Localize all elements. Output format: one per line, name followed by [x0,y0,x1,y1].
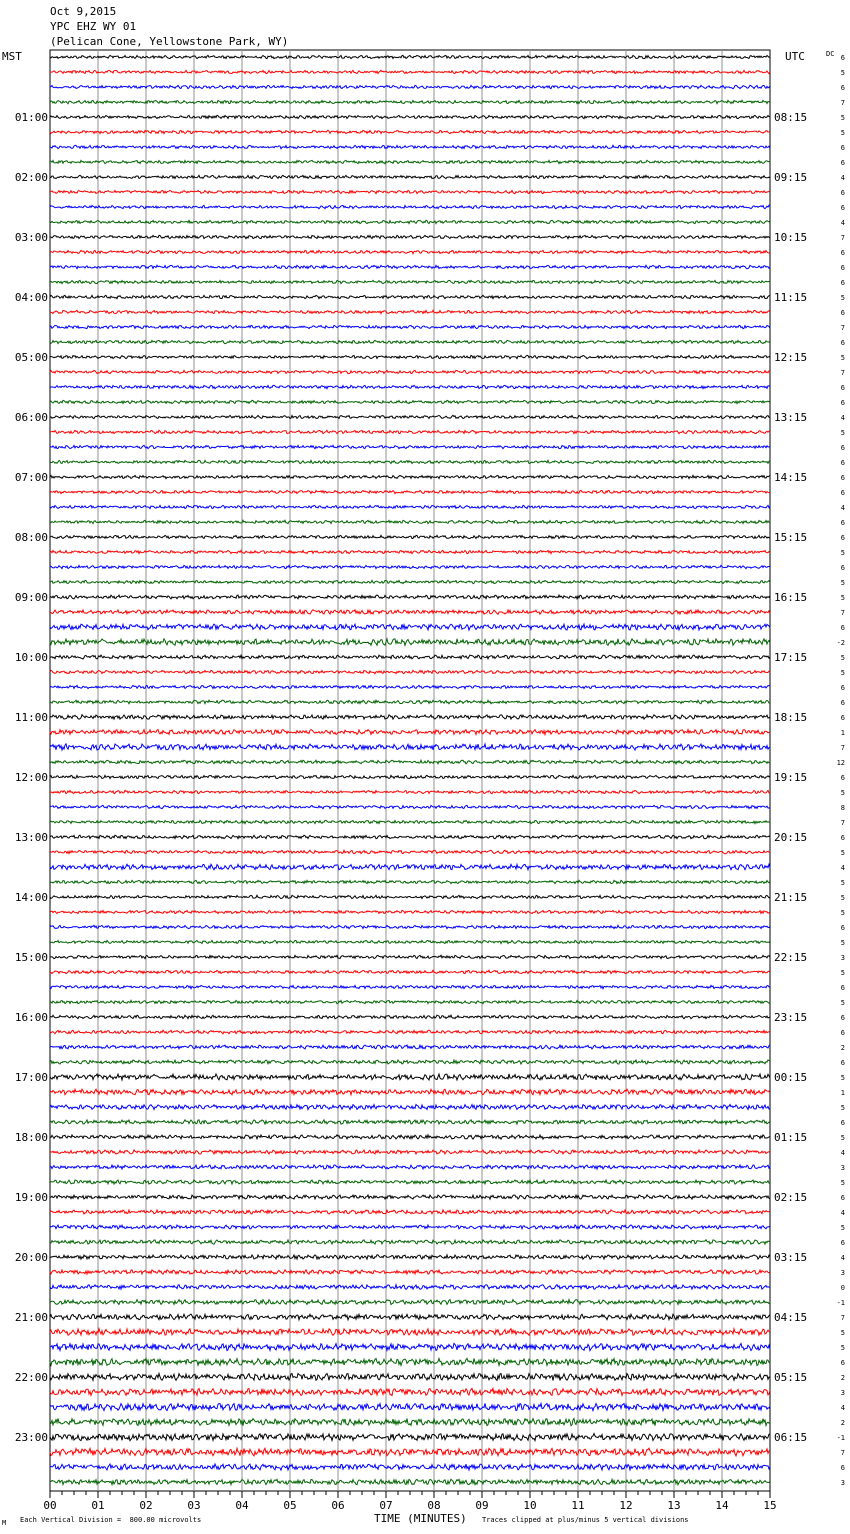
dc-offset-value: 5 [840,669,845,677]
seismic-trace [50,760,770,764]
mst-hour-label: 20:00 [14,1251,48,1264]
dc-offset-value: 6 [840,1014,845,1022]
seismic-trace [50,265,770,268]
seismic-trace [50,910,770,913]
dc-offset-value: 5 [840,354,845,362]
seismic-trace [50,70,770,73]
mst-hour-label: 13:00 [14,831,48,844]
dc-offset-value: 5 [840,594,845,602]
x-tick-label: 09 [475,1499,489,1512]
corner-mark: M [2,1519,7,1527]
seismic-trace [50,430,770,433]
dc-offset-value: 6 [840,1359,845,1367]
seismic-trace [50,85,770,88]
utc-hour-label: 08:15 [774,111,808,124]
utc-hour-label: 20:15 [774,831,808,844]
dc-offset-value: -1 [836,1299,845,1307]
mst-hour-label: 17:00 [14,1071,48,1084]
dc-offset-value: 7 [840,744,845,752]
x-tick-label: 07 [379,1499,393,1512]
seismic-trace [50,1150,770,1154]
seismic-trace [50,505,770,508]
x-tick-label: 08 [427,1499,441,1512]
dc-offset-value: 4 [840,414,845,422]
seismic-trace [50,1388,770,1395]
seismic-trace [50,565,770,568]
mst-hour-label: 11:00 [14,711,48,724]
dc-offset-value: 6 [840,84,845,92]
seismic-trace [50,100,770,103]
dc-offset-value: 6 [840,684,845,692]
dc-offset-value: 4 [840,504,845,512]
dc-offset-value: 6 [840,54,845,62]
seismic-trace [50,1165,770,1169]
dc-offset-value: 5 [840,894,845,902]
utc-hour-label: 22:15 [774,951,808,964]
seismic-trace [50,190,770,193]
dc-offset-value: 5 [840,129,845,137]
dc-offset-value: 5 [840,1224,845,1232]
dc-offset-value: 6 [840,279,845,287]
utc-hour-label: 05:15 [774,1371,808,1384]
dc-offset-value: 6 [840,924,845,932]
dc-offset-value: 4 [840,174,845,182]
seismic-trace [50,639,770,646]
utc-hour-label: 03:15 [774,1251,808,1264]
utc-hour-label: 06:15 [774,1431,808,1444]
dc-offset-value: 6 [840,459,845,467]
dc-offset-value: 6 [840,1464,845,1472]
utc-hour-label: 11:15 [774,291,808,304]
dc-offset-value: 3 [840,1389,845,1397]
seismic-trace [50,820,770,823]
seismic-trace [50,1089,770,1095]
seismic-trace [50,864,770,869]
dc-offset-value: 6 [840,1239,845,1247]
dc-offset-value: 6 [840,519,845,527]
dc-offset-value: 3 [840,1164,845,1172]
seismic-trace [50,1314,770,1320]
seismic-trace [50,985,770,988]
mst-hour-label: 15:00 [14,951,48,964]
seismic-trace [50,1403,770,1410]
seismic-trace [50,925,770,928]
seismic-trace [50,550,770,553]
dc-offset-value: 6 [840,489,845,497]
dc-offset-value: 5 [840,849,845,857]
dc-offset-value: 0 [840,1284,845,1292]
seismic-trace [50,850,770,854]
seismic-trace [50,1358,770,1365]
utc-hour-label: 18:15 [774,711,808,724]
dc-offset-value: 3 [840,954,845,962]
dc-offset-value: 7 [840,324,845,332]
dc-offset-value: 2 [840,1044,845,1052]
mst-hour-label: 23:00 [14,1431,48,1444]
seismic-trace [50,115,770,118]
mst-hour-label: 05:00 [14,351,48,364]
dc-offset-value: 5 [840,1329,845,1337]
seismic-trace [50,1015,770,1019]
dc-offset-value: 6 [840,474,845,482]
dc-offset-value: 6 [840,339,845,347]
seismic-trace [50,835,770,839]
seismic-trace [50,55,770,58]
utc-hour-label: 15:15 [774,531,808,544]
dc-offset-value: 3 [840,1479,845,1487]
seismic-trace [50,355,770,358]
seismic-trace [50,685,770,688]
seismic-trace [50,1195,770,1199]
dc-offset-value: 5 [840,579,845,587]
dc-offset-value: 5 [840,969,845,977]
dc-offset-value: 5 [840,1344,845,1352]
seismic-trace [50,235,770,238]
seismic-trace [50,325,770,328]
dc-offset-value: 5 [840,1074,845,1082]
dc-offset-value: 6 [840,834,845,842]
seismic-trace [50,130,770,133]
utc-hour-label: 16:15 [774,591,808,604]
dc-offset-value: 4 [840,219,845,227]
dc-offset-value: 6 [840,1119,845,1127]
dc-offset-value: 6 [840,699,845,707]
mst-hour-label: 09:00 [14,591,48,604]
seismic-trace [50,1240,770,1244]
seismic-trace [50,1000,770,1003]
dc-offset-value: 5 [840,1179,845,1187]
seismic-trace [50,1343,770,1350]
seismic-trace [50,340,770,343]
dc-offset-value: 6 [840,624,845,632]
dc-offset-value: -1 [836,1434,845,1442]
seismic-trace [50,715,770,719]
dc-offset-value: 7 [840,369,845,377]
dc-offset-value: 4 [840,1149,845,1157]
seismic-trace [50,400,770,403]
dc-offset-value: 7 [840,234,845,242]
seismic-trace [50,1374,770,1381]
dc-offset-value: 5 [840,294,845,302]
seismic-trace [50,955,770,958]
seismic-trace [50,1045,770,1049]
dc-offset-value: 6 [840,204,845,212]
x-tick-label: 05 [283,1499,297,1512]
seismic-trace [50,1434,770,1441]
utc-hour-label: 02:15 [774,1191,808,1204]
utc-hour-label: 12:15 [774,351,808,364]
dc-offset-value: 6 [840,309,845,317]
x-axis-title: TIME (MINUTES) [374,1512,467,1525]
dc-label: DC [826,50,835,58]
seismic-trace [50,1270,770,1274]
utc-hour-label: 21:15 [774,891,808,904]
seismic-trace [50,475,770,478]
seismic-trace [50,535,770,538]
seismic-trace [50,1464,770,1470]
seismic-trace [50,520,770,523]
seismic-trace [50,730,770,735]
seismic-trace [50,445,770,448]
header-station: YPC EHZ WY 01 [50,20,137,33]
seismic-trace [50,1225,770,1229]
dc-offset-value: 5 [840,879,845,887]
seismic-trace [50,580,770,583]
x-tick-label: 04 [235,1499,249,1512]
dc-offset-value: 6 [840,144,845,152]
dc-offset-value: 4 [840,1404,845,1412]
dc-offset-value: 5 [840,909,845,917]
mst-hour-label: 21:00 [14,1311,48,1324]
mst-hour-label: 02:00 [14,171,48,184]
dc-offset-value: 7 [840,1449,845,1457]
seismic-trace [50,1120,770,1124]
dc-offset-value: -2 [836,639,845,647]
utc-hour-label: 13:15 [774,411,808,424]
dc-offset-value: 6 [840,774,845,782]
utc-hour-label: 10:15 [774,231,808,244]
dc-offset-value: 5 [840,789,845,797]
right-timezone-label: UTC [785,50,805,63]
seismic-trace [50,1074,770,1080]
dc-offset-value: 4 [840,864,845,872]
dc-offset-value: 7 [840,1314,845,1322]
mst-hour-label: 22:00 [14,1371,48,1384]
dc-offset-value: 6 [840,159,845,167]
dc-offset-value: 6 [840,1029,845,1037]
x-tick-label: 00 [43,1499,57,1512]
dc-offset-value: 5 [840,999,845,1007]
x-tick-label: 13 [667,1499,681,1512]
utc-hour-label: 23:15 [774,1011,808,1024]
dc-offset-value: 6 [840,564,845,572]
dc-offset-value: 6 [840,984,845,992]
seismic-trace [50,700,770,704]
seismic-trace [50,1030,770,1034]
dc-offset-value: 5 [840,1134,845,1142]
seismic-trace [50,1210,770,1214]
mst-hour-label: 01:00 [14,111,48,124]
mst-hour-label: 19:00 [14,1191,48,1204]
x-tick-label: 12 [619,1499,633,1512]
mst-hour-label: 03:00 [14,231,48,244]
seismic-trace [50,670,770,673]
dc-offset-value: 8 [840,804,845,812]
mst-hour-label: 08:00 [14,531,48,544]
mst-hour-label: 18:00 [14,1131,48,1144]
seismic-trace [50,205,770,208]
seismic-trace [50,1060,770,1064]
dc-offset-value: 12 [836,759,845,767]
mst-hour-label: 04:00 [14,291,48,304]
seismic-trace [50,775,770,778]
utc-hour-label: 17:15 [774,651,808,664]
mst-hour-label: 10:00 [14,651,48,664]
utc-hour-label: 19:15 [774,771,808,784]
x-tick-label: 02 [139,1499,153,1512]
clipping-note: Traces clipped at plus/minus 5 vertical divisions [482,1516,689,1524]
utc-hour-label: 14:15 [774,471,808,484]
mst-hour-label: 07:00 [14,471,48,484]
seismic-trace [50,790,770,793]
seismic-trace [50,1329,770,1336]
dc-offset-value: 6 [840,714,845,722]
dc-offset-value: 5 [840,1104,845,1112]
dc-offset-value: 1 [840,729,845,737]
seismic-trace [50,295,770,298]
seismic-trace [50,895,770,898]
utc-hour-label: 04:15 [774,1311,808,1324]
seismic-trace [50,940,770,943]
seismic-trace [50,370,770,373]
seismic-trace [50,1105,770,1110]
dc-offset-value: 1 [840,1089,845,1097]
dc-offset-value: 4 [840,1254,845,1262]
seismic-trace [50,624,770,630]
dc-offset-value: 6 [840,534,845,542]
utc-hour-label: 01:15 [774,1131,808,1144]
dc-offset-value: 6 [840,249,845,257]
seismic-trace [50,415,770,418]
dc-offset-value: 6 [840,1059,845,1067]
header-date: Oct 9,2015 [50,5,117,18]
dc-offset-value: 5 [840,549,845,557]
dc-offset-value: 6 [840,399,845,407]
seismic-trace [50,145,770,148]
mst-hour-label: 14:00 [14,891,48,904]
seismic-trace [50,160,770,163]
left-timezone-label: MST [2,50,22,63]
vertical-division-note: Each Vertical Division = 800.00 microvolts [20,1516,202,1524]
dc-offset-value: 3 [840,1269,845,1277]
mst-hour-label: 12:00 [14,771,48,784]
seismic-trace [50,970,770,973]
seismic-trace [50,1255,770,1259]
seismic-trace [50,490,770,493]
dc-offset-value: 4 [840,1209,845,1217]
dc-offset-value: 6 [840,384,845,392]
dc-offset-value: 5 [840,114,845,122]
x-tick-label: 03 [187,1499,201,1512]
dc-offset-value: 5 [840,654,845,662]
utc-hour-label: 00:15 [774,1071,808,1084]
utc-hour-label: 09:15 [774,171,808,184]
x-tick-label: 14 [715,1499,729,1512]
seismic-trace [50,385,770,388]
seismic-trace [50,610,770,614]
dc-offset-value: 7 [840,819,845,827]
seismic-trace [50,280,770,283]
dc-offset-value: 7 [840,609,845,617]
seismic-trace [50,1180,770,1184]
x-tick-label: 10 [523,1499,537,1512]
seismic-trace [50,655,770,659]
dc-offset-value: 5 [840,429,845,437]
dc-offset-value: 5 [840,69,845,77]
dc-offset-value: 6 [840,264,845,272]
seismic-trace [50,310,770,313]
seismic-trace [50,1419,770,1426]
x-tick-label: 01 [91,1499,105,1512]
dc-offset-value: 7 [840,99,845,107]
seismic-trace [50,1300,770,1305]
seismic-trace [50,175,770,178]
x-tick-label: 06 [331,1499,345,1512]
mst-hour-label: 16:00 [14,1011,48,1024]
seismic-trace [50,1285,770,1290]
dc-offset-value: 2 [840,1419,845,1427]
seismic-trace [50,880,770,883]
seismic-trace [50,805,770,808]
dc-offset-value: 6 [840,444,845,452]
seismic-trace [50,595,770,599]
x-tick-label: 11 [571,1499,585,1512]
seismic-trace [50,1448,770,1456]
seismic-trace [50,250,770,253]
dc-offset-value: 2 [840,1374,845,1382]
x-tick-label: 15 [763,1499,777,1512]
header-location: (Pelican Cone, Yellowstone Park, WY) [50,35,289,48]
seismic-trace [50,460,770,463]
seismic-trace [50,1135,770,1139]
seismic-trace [50,1479,770,1484]
seismic-trace [50,220,770,223]
seismic-trace [50,744,770,750]
mst-hour-label: 06:00 [14,411,48,424]
dc-offset-value: 6 [840,1194,845,1202]
dc-offset-value: 6 [840,189,845,197]
dc-offset-value: 5 [840,939,845,947]
